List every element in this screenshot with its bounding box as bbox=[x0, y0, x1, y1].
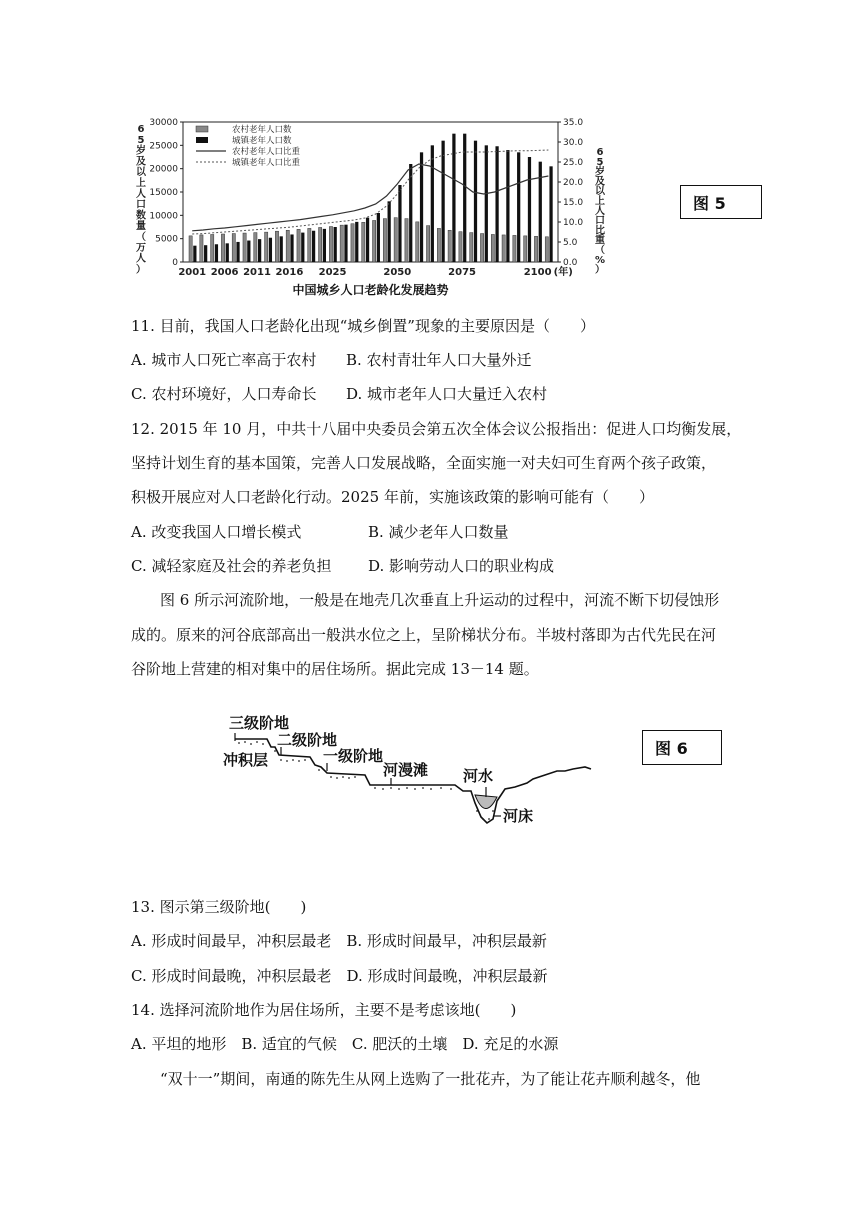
chart-title: 中国城乡人口老龄化发展趋势 bbox=[292, 283, 449, 297]
left-axis-title: 岁 bbox=[136, 145, 146, 157]
q13-options-ab: A. 形成时间最早，冲积层最老 B. 形成时间最早，冲积层最新 bbox=[131, 932, 547, 950]
rural-elderly-bar bbox=[383, 219, 386, 262]
urban-elderly-bar bbox=[409, 164, 412, 262]
right-axis-title: ） bbox=[595, 264, 605, 276]
urban-elderly-bar bbox=[355, 222, 358, 262]
urban-elderly-bar bbox=[517, 152, 520, 262]
right-axis-title: 及 bbox=[595, 176, 605, 188]
figure-6-label: 图 6 bbox=[642, 730, 722, 765]
urban-elderly-bar bbox=[312, 231, 315, 262]
urban-elderly-bar bbox=[247, 241, 250, 262]
urban-elderly-bar bbox=[485, 145, 488, 262]
left-axis-tick-label: 20000 bbox=[149, 164, 178, 175]
question-13-stem: 13. 图示第三级阶地( ) bbox=[131, 898, 307, 916]
terrace3-label: 三级阶地 bbox=[229, 714, 290, 732]
terrain-profile bbox=[235, 739, 591, 823]
q14-options: A. 平坦的地形 B. 适宜的气候 C. 肥沃的土壤 D. 充足的水源 bbox=[131, 1035, 559, 1053]
x-axis-tick-label: 2001 bbox=[178, 267, 207, 278]
left-axis-title: 口 bbox=[136, 199, 146, 211]
q13-options-cd: C. 形成时间最晚，冲积层最老 D. 形成时间最晚，冲积层最新 bbox=[131, 967, 548, 985]
rural-elderly-bar bbox=[437, 228, 440, 262]
right-axis-title: 重 bbox=[595, 235, 605, 247]
left-axis-tick-label: 25000 bbox=[149, 141, 178, 152]
left-axis-title: 量 bbox=[136, 221, 146, 233]
right-axis-tick-label: 0.0 bbox=[563, 258, 578, 268]
rural-elderly-bar bbox=[448, 230, 451, 262]
right-axis-tick-label: 30.0 bbox=[563, 138, 584, 148]
passage-line-3: 谷阶地上营建的相对集中的居住场所。据此完成 13－14 题。 bbox=[131, 660, 539, 678]
urban-elderly-bar bbox=[549, 166, 552, 262]
right-axis-title: 6 bbox=[596, 147, 604, 158]
urban-elderly-bar bbox=[377, 213, 380, 262]
urban-elderly-bar bbox=[528, 157, 531, 262]
rural-elderly-bar bbox=[362, 222, 365, 262]
legend-swatch-urban bbox=[196, 137, 208, 143]
left-axis-title: 上 bbox=[136, 178, 146, 189]
urban-elderly-bar bbox=[442, 141, 445, 262]
question-11-stem: 11. 目前，我国人口老龄化出现“城乡倒置”现象的主要原因是（ ） bbox=[131, 317, 595, 335]
x-axis-tick-label: 2011 bbox=[243, 267, 271, 278]
urban-elderly-bar bbox=[290, 234, 293, 262]
q12-option-b: B. 减少老年人口数量 bbox=[368, 523, 509, 541]
right-axis-title: % bbox=[594, 254, 606, 266]
legend-swatch-rural bbox=[196, 126, 208, 132]
urban-elderly-bar bbox=[431, 145, 434, 262]
urban-elderly-bar bbox=[366, 218, 369, 262]
rural-elderly-bar bbox=[513, 235, 516, 262]
rural-ratio-line bbox=[192, 164, 548, 231]
x-axis-tick-label: 2075 bbox=[448, 267, 477, 278]
left-axis-tick-label: 15000 bbox=[149, 188, 178, 198]
right-axis-title: 5 bbox=[596, 156, 604, 168]
figure-5-label: 图 5 bbox=[680, 185, 762, 219]
left-axis-title: ） bbox=[136, 264, 146, 276]
right-axis-title: 口 bbox=[595, 215, 605, 227]
urban-elderly-bar bbox=[301, 233, 304, 262]
q11-option-b: B. 农村青壮年人口大量外迁 bbox=[346, 351, 532, 369]
terrace1-label: 一级阶地 bbox=[323, 747, 384, 765]
rural-elderly-bar bbox=[243, 233, 246, 262]
legend-label: 城镇老年人口比重 bbox=[232, 158, 301, 168]
urban-elderly-bar bbox=[258, 239, 261, 262]
rural-elderly-bar bbox=[297, 229, 300, 262]
legend-label: 农村老年人口数 bbox=[232, 125, 292, 135]
urban-elderly-bar bbox=[193, 246, 196, 262]
urban-elderly-bar bbox=[398, 185, 401, 262]
left-axis-title: 6 bbox=[137, 124, 145, 135]
x-axis-tick-label: 2050 bbox=[383, 267, 412, 278]
river-terrace-diagram bbox=[215, 705, 595, 835]
left-axis-title: 人 bbox=[136, 253, 146, 265]
x-axis-tick-label: 2006 bbox=[210, 267, 239, 278]
q12-option-c: C. 减轻家庭及社会的养老负担 bbox=[131, 557, 332, 575]
river-water bbox=[475, 795, 497, 809]
left-axis-title: （ bbox=[136, 232, 146, 243]
left-axis-title: 5 bbox=[137, 134, 145, 146]
rural-elderly-bar bbox=[470, 233, 473, 262]
urban-elderly-bar bbox=[280, 236, 283, 262]
urban-elderly-bar bbox=[420, 152, 423, 262]
urban-elderly-bar bbox=[334, 227, 337, 262]
left-axis-title: 数 bbox=[136, 210, 146, 222]
aging-trend-chart bbox=[128, 110, 618, 305]
question-12-stem-line-1: 12. 2015 年 10 月，中共十八届中央委员会第五次全体会议公报指出：促进人口均衡发展， bbox=[131, 420, 742, 438]
rural-elderly-bar bbox=[491, 234, 494, 262]
rural-elderly-bar bbox=[319, 227, 322, 262]
question-15-intro: “双十一”期间，南通的陈先生从网上选购了一批花卉，为了能让花卉顺利越冬，他 bbox=[160, 1070, 701, 1088]
sediment-label: 冲积层 bbox=[223, 751, 269, 769]
riverbed-label: 河床 bbox=[503, 807, 534, 825]
rural-elderly-bar bbox=[534, 236, 537, 262]
rural-elderly-bar bbox=[545, 237, 548, 262]
left-axis-title: 以 bbox=[136, 167, 146, 179]
left-axis-title: 万 bbox=[136, 242, 146, 254]
urban-elderly-bar bbox=[463, 134, 466, 262]
q11-option-a: A. 城市人口死亡率高于农村 bbox=[131, 351, 317, 369]
left-axis-tick-label: 10000 bbox=[149, 211, 178, 222]
right-axis-title: （ bbox=[595, 245, 605, 256]
urban-elderly-bar bbox=[269, 238, 272, 262]
question-14-stem: 14. 选择河流阶地作为居住场所，主要不是考虑该地( ) bbox=[131, 1001, 517, 1019]
rural-elderly-bar bbox=[502, 235, 505, 262]
rural-elderly-bar bbox=[275, 231, 278, 262]
right-axis-title: 人 bbox=[595, 205, 605, 217]
left-axis-tick-label: 5000 bbox=[155, 234, 178, 245]
right-axis-tick-label: 20.0 bbox=[563, 178, 584, 188]
rural-elderly-bar bbox=[394, 218, 397, 262]
left-axis-tick-label: 0 bbox=[172, 258, 178, 268]
q11-option-c: C. 农村环境好，人口寿命长 bbox=[131, 385, 317, 403]
terrace2-label: 二级阶地 bbox=[277, 731, 338, 749]
rural-elderly-bar bbox=[308, 228, 311, 262]
left-axis-title: 人 bbox=[136, 188, 146, 200]
urban-elderly-bar bbox=[215, 244, 218, 262]
rural-elderly-bar bbox=[265, 232, 268, 262]
right-axis-title: 上 bbox=[595, 196, 605, 207]
rural-elderly-bar bbox=[405, 219, 408, 262]
rural-elderly-bar bbox=[221, 234, 224, 262]
question-12-stem-line-3: 积极开展应对人口老龄化行动。2025 年前，实施该政策的影响可能有（ ） bbox=[131, 488, 654, 506]
rural-elderly-bar bbox=[340, 225, 343, 262]
urban-elderly-bar bbox=[495, 146, 498, 262]
rural-elderly-bar bbox=[232, 234, 235, 262]
right-axis-tick-label: 5.0 bbox=[563, 238, 578, 248]
urban-elderly-bar bbox=[344, 225, 347, 262]
right-axis-tick-label: 25.0 bbox=[563, 158, 584, 168]
x-axis-tick-label: 2016 bbox=[275, 267, 304, 278]
x-axis-tick-label: 2025 bbox=[318, 267, 347, 278]
right-axis-title: 比 bbox=[595, 225, 605, 237]
rural-elderly-bar bbox=[329, 227, 332, 262]
right-axis-tick-label: 15.0 bbox=[563, 198, 584, 208]
x-axis-tick-label: 2100 bbox=[523, 267, 552, 278]
right-axis-title: 岁 bbox=[595, 166, 605, 178]
urban-elderly-bar bbox=[323, 229, 326, 262]
passage-line-1: 图 6 所示河流阶地，一般是在地壳几次垂直上升运动的过程中，河流不断下切侵蚀形 bbox=[160, 591, 720, 609]
q12-option-a: A. 改变我国人口增长模式 bbox=[131, 523, 302, 541]
water-label: 河水 bbox=[463, 767, 494, 785]
rural-elderly-bar bbox=[459, 232, 462, 262]
rural-elderly-bar bbox=[524, 236, 527, 262]
floodplain-label: 河漫滩 bbox=[383, 761, 429, 779]
rural-elderly-bar bbox=[351, 224, 354, 262]
left-axis-title: 及 bbox=[136, 156, 146, 168]
rural-elderly-bar bbox=[211, 234, 214, 262]
urban-elderly-bar bbox=[226, 243, 229, 262]
rural-elderly-bar bbox=[189, 236, 192, 262]
rural-elderly-bar bbox=[286, 230, 289, 262]
q11-option-d: D. 城市老年人口大量迁入农村 bbox=[346, 385, 548, 403]
question-12-stem-line-2: 坚持计划生育的基本国策，完善人口发展战略，全面实施一对夫妇可生育两个孩子政策， bbox=[131, 454, 717, 472]
rural-elderly-bar bbox=[254, 233, 257, 262]
urban-elderly-bar bbox=[474, 141, 477, 262]
rural-elderly-bar bbox=[480, 234, 483, 262]
legend-label: 农村老年人口比重 bbox=[232, 147, 301, 157]
legend-label: 城镇老年人口数 bbox=[232, 136, 292, 146]
rural-elderly-bar bbox=[200, 235, 203, 262]
passage-line-2: 成的。原来的河谷底部高出一般洪水位之上，呈阶梯状分布。半坡村落即为古代先民在河 bbox=[131, 626, 717, 644]
q12-option-d: D. 影响劳动人口的职业构成 bbox=[368, 557, 555, 575]
urban-elderly-bar bbox=[236, 242, 239, 262]
right-axis-tick-label: 35.0 bbox=[563, 118, 584, 128]
rural-elderly-bar bbox=[373, 220, 376, 262]
rural-elderly-bar bbox=[426, 226, 429, 262]
urban-elderly-bar bbox=[388, 201, 391, 262]
right-axis-tick-label: 10.0 bbox=[563, 218, 584, 228]
left-axis-tick-label: 30000 bbox=[149, 118, 178, 128]
urban-elderly-bar bbox=[506, 150, 509, 262]
urban-elderly-bar bbox=[204, 245, 207, 262]
right-axis-title: 以 bbox=[595, 186, 605, 198]
rural-elderly-bar bbox=[416, 222, 419, 262]
x-axis-year-suffix: (年) bbox=[553, 267, 573, 278]
